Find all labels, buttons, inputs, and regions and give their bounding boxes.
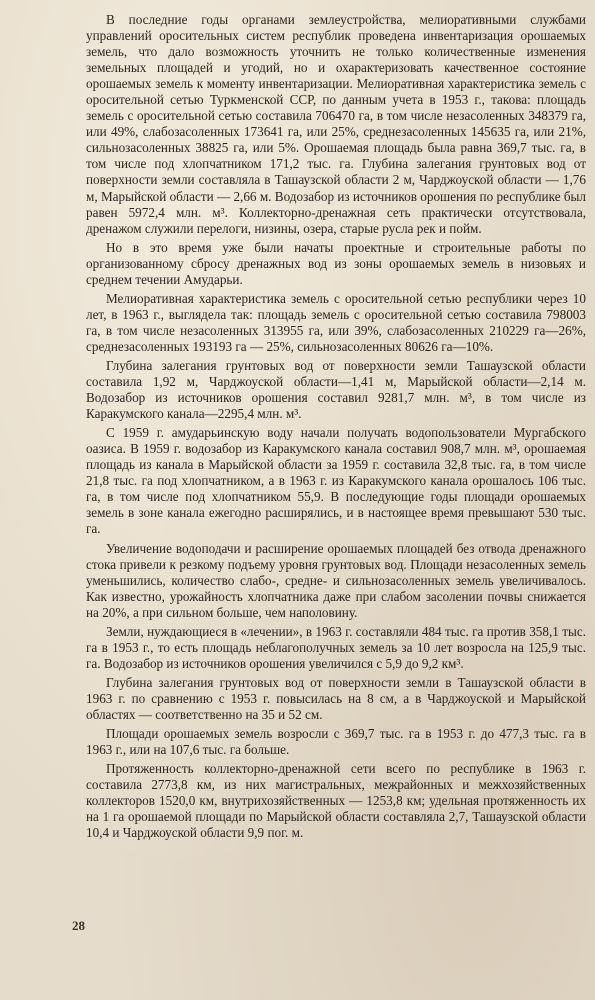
paragraph-drainage-works: Но в это время уже были начаты проектные и строительные работы по организованному сбросу дренажных вод из зоны орошаемых земель в низовьях и среднем течении Амударьи. [86, 239, 586, 287]
paragraph-murgab-oasis: С 1959 г. амударьинскую воду начали получать водопользователи Мургабского оазиса. В 1959 г. водозабор из Каракумского канала составил 908,7 млн. м³, орошаемая площадь из канала в Марыйской области за 1959 г. составила 32,8 тыс. га, в том числе 21,8 тыс. га под хлопчатником, а в 1963 г. из Каракумского канала орошалось 106 тыс. га, в том числе под хлопчатником 55,9. В последующие годы площади орошаемых земель в зоне канала ежегодно расширялись, и в настоящее время превышают 530 тыс. га. [86, 425, 586, 537]
paragraph-land-treatment: Земли, нуждающиеся в «лечении», в 1963 г. составляли 484 тыс. га против 358,1 тыс. га в 1953 г., то есть площадь неблагополучных земель за 10 лет возросла на 125,9 тыс. га. Водозабор из источников орошения увеличился с 5,9 до 9,2 км³. [86, 623, 586, 671]
paragraph-irrigated-area-growth: Площади орошаемых земель возросли с 369,7 тыс. га в 1953 г. до 477,3 тыс. га в 1963 г., или на 107,6 тыс. га больше. [86, 726, 586, 758]
paragraph-groundwater-depth-1963: Глубина залегания грунтовых вод от поверхности земли Ташаузской области составила 1,92 м, Чарджоуской области—1,41 м, Марыйской области—2,14 м. Водозабор из источников орошения составил 9281,7 млн. м³, в том числе из Каракумского канала—2295,4 млн. м³. [86, 357, 586, 422]
paragraph-groundwater-rise: Увеличение водоподачи и расширение орошаемых площадей без отвода дренажного стока привели к резкому подъему уровня грунтовых вод. Площади незасоленных земель уменьшились, количество слабо-, средне- и сильнозасоленных земель увеличивалось. Как известно, урожайность хлопчатника даже при слабом засолении почвы снижается на 20%, а при сильном больше, чем наполовину. [86, 540, 586, 620]
page-number: 28 [72, 918, 85, 933]
paragraph-land-survey-1953: В последние годы органами землеустройства, мелиоративными службами управлений оросительных систем республик проведена инвентаризация орошаемых земель, что дало возможность уточнить не только количественные изменения земельных площадей и угодий, но и охарактеризовать качественное состояние орошаемых земель к моменту инвентаризации. Мелиоративная характеристика земель с оросительной сетью Туркменской ССР, по данным учета в 1953 г., такова: площадь земель с оросительной сетью составила 706470 га, в том числе незасоленных 348379 га, или 49%, слабозасоленных 173641 га, или 25%, среднезасоленных 145635 га, или 21%, сильнозасоленных 38825 га, или 5%. Орошаемая площадь была равна 369,7 тыс. га, в том числе под хлопчатником 171,2 тыс. га. Глубина залегания грунтовых вод от поверхности земли составляла в Ташаузской области 2 м, Чарджоуской области — 1,76 м, Марыйской области — 2,66 м. Водозабор из источников орошения по республике был равен 5972,4 млн. м³. Коллекторно-дренажная сеть практически отсутствовала, дренажом служили перелоги, низины, озера, старые русла рек и пойм. [86, 12, 586, 236]
paragraph-land-survey-1963: Мелиоративная характеристика земель с оросительной сетью республики через 10 лет, в 1963 г., выглядела так: площадь земель с оросительной сетью составила 798003 га, в том числе незасоленных 313955 га, или 39%, слабозасоленных 210229 га—26%, среднезасоленных 193193 га — 25%, сильнозасоленных 80626 га—10%. [86, 290, 586, 354]
document-page [86, 12, 586, 987]
body-text [86, 12, 586, 841]
paragraph-collector-network: Протяженность коллекторно-дренажной сети всего по республике в 1963 г. составила 2773,8 км, из них магистральных, межрайонных и межхозяйственных коллекторов 1520,0 км, внутрихозяйственных — 1253,8 км; удельная протяженность их на 1 га орошаемой площади по Марыйской области составляла 2,7, Ташаузской области 10,4 и Чарджоуской области 9,9 пог. м. [86, 761, 586, 841]
paragraph-groundwater-change: Глубина залегания грунтовых вод от поверхности земли в Ташаузской области в 1963 г. по сравнению с 1953 г. повысилась на 8 см, а в Чарджоуской и Марыйской областях — соответственно на 35 и 52 см. [86, 674, 586, 722]
